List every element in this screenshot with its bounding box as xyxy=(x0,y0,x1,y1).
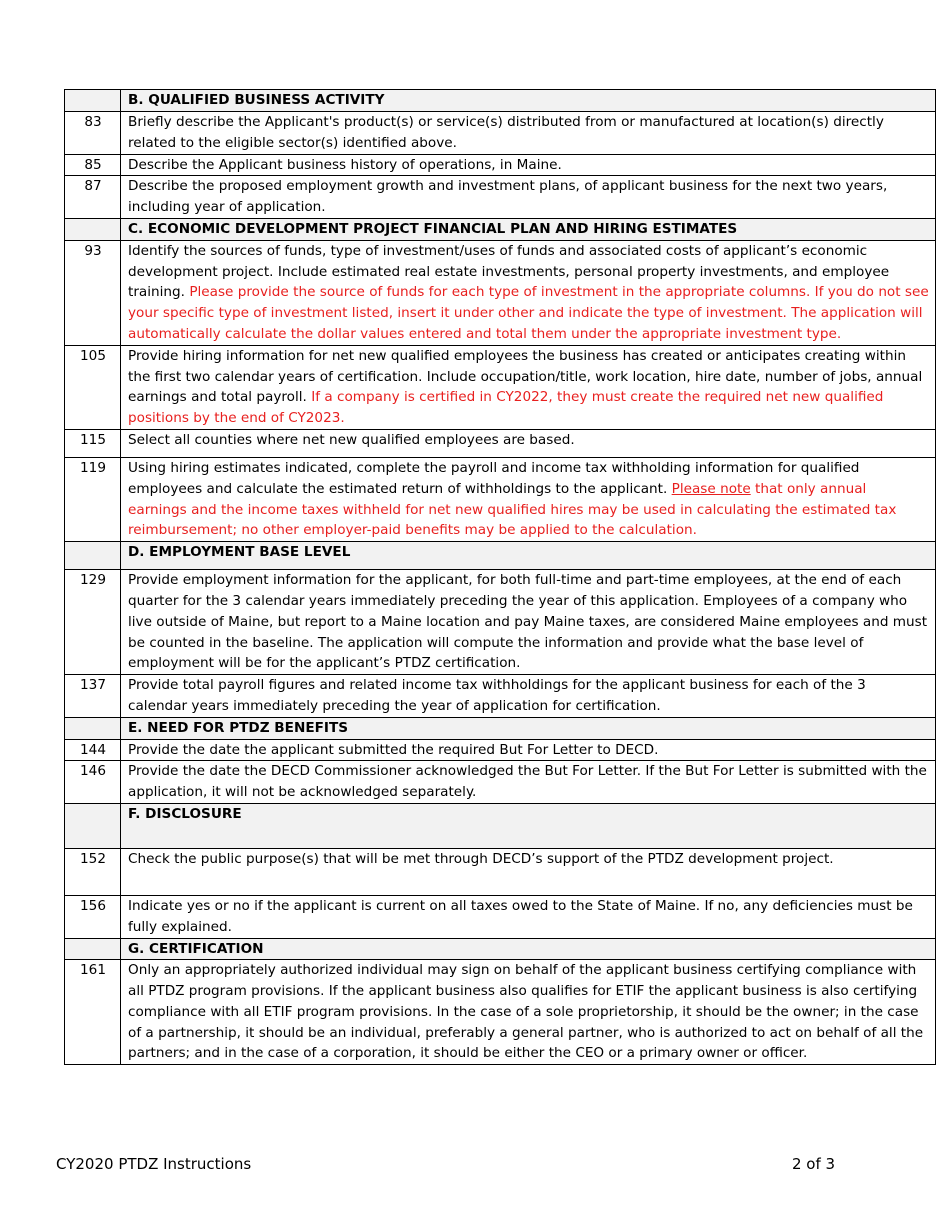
section-header-row xyxy=(65,803,936,848)
instruction-text: Using hiring estimates indicated, complete the payroll and income tax withholding information for qualified employees and calculate the estimated return of withholdings to the applicant. xyxy=(128,459,860,497)
footer-document-title: CY2020 PTDZ Instructions xyxy=(56,1155,252,1173)
instruction-text: Briefly describe the Applicant's product(s) or service(s) distributed from or manufactured at location(s) directly related to the eligible sector(s) identified above. xyxy=(121,112,936,155)
table-row xyxy=(65,457,936,541)
section-header-row xyxy=(65,938,936,960)
table-row xyxy=(65,240,936,345)
section-header-row xyxy=(65,90,936,112)
empty-number-cell xyxy=(65,938,121,960)
table-row xyxy=(65,761,936,804)
line-number: 87 xyxy=(65,176,121,219)
instructions-table xyxy=(64,89,936,1065)
table-row xyxy=(65,154,936,176)
important-note: that only annual earnings and the income taxes withheld for net new qualified hires may be used in calculating the estimated tax reimbursement; no other employer-paid benefits may be applied to the calculation. xyxy=(128,480,897,539)
line-number: 115 xyxy=(65,429,121,457)
line-number: 152 xyxy=(65,848,121,895)
table-row xyxy=(65,112,936,155)
line-number: 156 xyxy=(65,895,121,938)
section-header-row xyxy=(65,218,936,240)
line-number: 161 xyxy=(65,960,121,1065)
section-title: B. QUALIFIED BUSINESS ACTIVITY xyxy=(121,90,936,112)
instruction-text: Provide the date the DECD Commissioner acknowledged the But For Letter. If the But For Letter is submitted with the application, it will not be acknowledged separately. xyxy=(121,761,936,804)
line-number: 144 xyxy=(65,739,121,761)
instruction-text: Identify the sources of funds, type of investment/uses of funds and associated costs of applicant’s economic development project. Include estimated real estate investments, personal property investments, and employee training. xyxy=(128,242,890,301)
table-row xyxy=(65,675,936,718)
instruction-text: Indicate yes or no if the applicant is current on all taxes owed to the State of Maine. If no, any deficiencies must be fully explained. xyxy=(121,895,936,938)
instruction-cell xyxy=(121,457,936,541)
instruction-text: Describe the proposed employment growth and investment plans, of applicant business for the next two years, including year of application. xyxy=(121,176,936,219)
section-title: D. EMPLOYMENT BASE LEVEL xyxy=(121,542,936,570)
line-number: 93 xyxy=(65,240,121,345)
instruction-text: Select all counties where net new qualified employees are based. xyxy=(121,429,936,457)
instruction-text: Provide the date the applicant submitted the required But For Letter to DECD. xyxy=(121,739,936,761)
instruction-text: Describe the Applicant business history of operations, in Maine. xyxy=(121,154,936,176)
table-row xyxy=(65,895,936,938)
table-row xyxy=(65,848,936,895)
empty-number-cell xyxy=(65,218,121,240)
empty-number-cell xyxy=(65,803,121,848)
table-row xyxy=(65,429,936,457)
line-number: 129 xyxy=(65,570,121,675)
please-note-emphasis: Please note xyxy=(671,480,751,497)
line-number: 105 xyxy=(65,345,121,429)
table-row xyxy=(65,345,936,429)
section-title: F. DISCLOSURE xyxy=(121,803,936,848)
line-number: 119 xyxy=(65,457,121,541)
instruction-cell xyxy=(121,345,936,429)
instruction-text: Provide employment information for the applicant, for both full-time and part-time employees, at the end of each quarter for the 3 calendar years immediately preceding the year of this application. Employees of a company who live outside of Maine, but report to a Maine location and pay Maine taxes, are considered Maine employees and must be counted in the baseline. The application will compute the information and provide what the base level of employment will be for the applicant’s PTDZ certification. xyxy=(121,570,936,675)
line-number: 85 xyxy=(65,154,121,176)
instruction-cell xyxy=(121,240,936,345)
table-row xyxy=(65,570,936,675)
line-number: 83 xyxy=(65,112,121,155)
instruction-text: Check the public purpose(s) that will be met through DECD’s support of the PTDZ development project. xyxy=(121,848,936,895)
line-number: 137 xyxy=(65,675,121,718)
table-row xyxy=(65,176,936,219)
section-header-row xyxy=(65,717,936,739)
footer-page-number: 2 of 3 xyxy=(792,1155,836,1173)
section-title: G. CERTIFICATION xyxy=(121,938,936,960)
table-row xyxy=(65,739,936,761)
important-note: Please provide the source of funds for each type of investment in the appropriate columns. If you do not see your specific type of investment listed, insert it under other and indicate the type of investment. The application will automatically calculate the dollar values entered and total them under the appropriate investment type. xyxy=(128,284,929,342)
important-note: If a company is certified in CY2022, they must create the required net new qualified positions by the end of CY2023. xyxy=(128,389,884,427)
empty-number-cell xyxy=(65,90,121,112)
instruction-text: Provide hiring information for net new qualified employees the business has created or anticipates creating within the first two calendar years of certification. Include occupation/title, work location, hire date, number of jobs, annual earnings and total payroll. xyxy=(128,347,923,406)
empty-number-cell xyxy=(65,542,121,570)
line-number: 146 xyxy=(65,761,121,804)
empty-number-cell xyxy=(65,717,121,739)
table-row xyxy=(65,960,936,1065)
section-title: C. ECONOMIC DEVELOPMENT PROJECT FINANCIAL PLAN AND HIRING ESTIMATES xyxy=(121,218,936,240)
section-title: E. NEED FOR PTDZ BENEFITS xyxy=(121,717,936,739)
instruction-text: Provide total payroll figures and related income tax withholdings for the applicant business for each of the 3 calendar years immediately preceding the year of application for certification. xyxy=(121,675,936,718)
instruction-text: Only an appropriately authorized individual may sign on behalf of the applicant business certifying compliance with all PTDZ program provisions. If the applicant business also qualifies for ETIF the applicant business is also certifying compliance with all ETIF program provisions. In the case of a sole proprietorship, it should be the owner; in the case of a partnership, it should be an individual, preferably a general partner, who is authorized to act on behalf of all the partners; and in the case of a corporation, it should be either the CEO or a primary owner or officer. xyxy=(121,960,936,1065)
section-header-row xyxy=(65,542,936,570)
